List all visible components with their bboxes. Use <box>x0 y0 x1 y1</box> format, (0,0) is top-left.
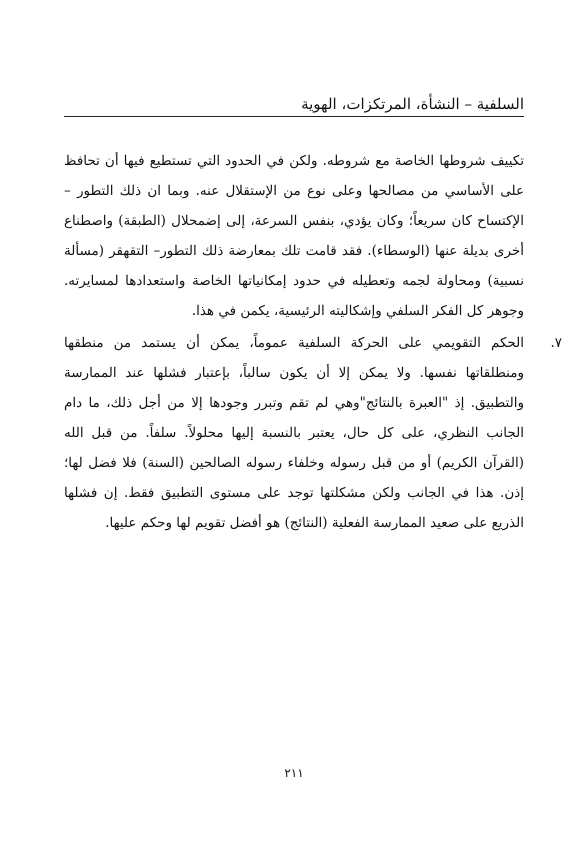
running-header <box>64 92 524 117</box>
page-number: ٢١١ <box>284 766 304 780</box>
item-number: ٧. <box>550 335 562 351</box>
running-header-title: السلفية – النشأة، المرتكزات، الهوية <box>301 94 524 116</box>
item-7-text: الحكم التقويمي على الحركة السلفية عموماً، يمكن أن يستمد من منطقها ومنطلقاتها نفسها. ولا يمكن إلا أن يكون سالباً، بإعتبار فشلها عند الممارسة والتطبيق. إذ "العبرة بالنتائج"وهي لم تقم وتبرر وجودها إلا من أجل ذلك، ما دام الجانب النظري، على كل حال، يعتبر بالنسبة إليها محلولاً. سلفاً. من قبل الله (القرآن الكريم) أو من قبل رسوله وخلفاء رسوله الصالحين (السنة) فلا فضل لها؛ إذن. هذا في الجانب ولكن مشكلتها توجد على مستوى التطبيق فقط. إن فشلها الذريع على صعيد الممارسة الفعلية (النتائج) هو أفضل تقويم لها وحكم عليها. <box>64 335 524 531</box>
paragraph: تكييف شروطها الخاصة مع شروطه. ولكن في الحدود التي تستطيع فيها أن تحافظ على الأساسي من مصالحها وعلى نوع من الإستقلال عنه. وبما ان ذلك التطور – الإكتساح كان سريعاً؛ وكان يؤدي، بنفس السرعة، إلى إضمحلال (الطبقة) واصطناع أخرى بديلة عنها (الوسطاء). فقد قامت تلك بمعارضة ذلك التطور– التقهقر (مسألة نسبية) ومحاولة لجمه وتعطيله في حدود إمكانياتها الخاصة واستعدادها لمسايرته. وجوهر كل الفكر السلفي وإشكاليته الرئيسية، يكمن في هذا. <box>64 153 524 319</box>
body-text <box>64 146 562 538</box>
numbered-item-7 <box>64 328 562 538</box>
